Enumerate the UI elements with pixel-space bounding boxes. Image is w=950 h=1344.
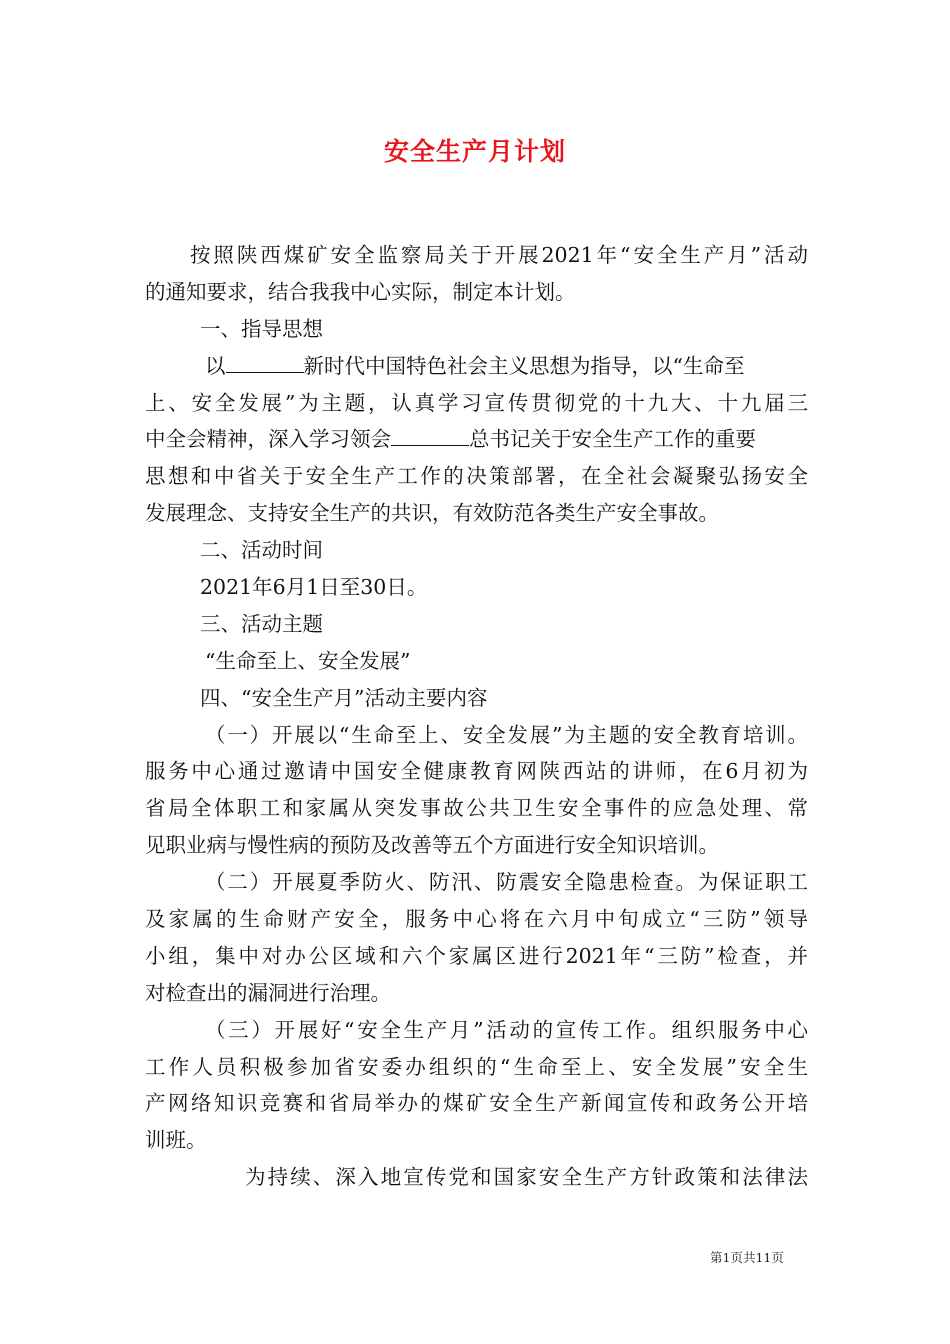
document-title: 安全生产月计划: [383, 137, 566, 166]
paragraph-line: 上、安全发展”为主题，认真学习宣传贯彻党的十九大、十九届三: [145, 390, 808, 415]
line-text: 总书记关于安全生产工作的重要: [469, 427, 756, 452]
section-heading: 二、活动时间: [200, 538, 323, 563]
paragraph-line: 思想和中省关于安全生产工作的决策部署，在全社会凝聚弘扬安全: [145, 464, 808, 489]
document-body: [145, 237, 808, 1196]
section-heading: 四、“安全生产月”活动主要内容: [200, 685, 488, 710]
line-text: 新时代中国特色社会主义思想为指导，以“生命至: [303, 353, 745, 378]
paragraph-line: 为持续、深入地宣传党和国家安全生产方针政策和法律法: [245, 1165, 808, 1190]
paragraph-line: 按照陕西煤矿安全监察局关于开展2021年“安全生产月”活动: [190, 243, 808, 267]
line-text: 以: [205, 353, 226, 378]
section-heading: 一、指导思想: [200, 316, 323, 341]
paragraph-line: 见职业病与慢性病的预防及改善等五个方面进行安全知识培训。: [145, 833, 719, 858]
paragraph-line: 的通知要求，结合我我中心实际，制定本计划。: [145, 279, 576, 304]
section-heading: 三、活动主题: [200, 611, 323, 636]
paragraph-line: 服务中心通过邀请中国安全健康教育网陕西站的讲师，在6月初为: [145, 759, 808, 784]
paragraph-line: 训班。: [145, 1128, 207, 1153]
paragraph-line: （一）开展以“生命至上、安全发展”为主题的安全教育培训。: [205, 722, 808, 747]
blank-field: [226, 354, 304, 373]
paragraph-line: （三）开展好“安全生产月”活动的宣传工作。组织服务中心: [205, 1017, 808, 1042]
page-number: 第1页共11页: [710, 1250, 784, 1265]
paragraph-line: 2021年6月1日至30日。: [200, 575, 428, 600]
paragraph-line: 对检查出的漏洞进行治理。: [145, 980, 391, 1005]
paragraph-line: 小组，集中对办公区域和六个家属区进行2021年“三防”检查，并: [145, 943, 808, 968]
paragraph-line: 产网络知识竞赛和省局举办的煤矿安全生产新闻宣传和政务公开培: [145, 1091, 808, 1116]
blank-field: [391, 427, 469, 446]
paragraph-line: 发展理念、支持安全生产的共识，有效防范各类生产安全事故。: [145, 501, 719, 526]
line-text: 中全会精神，深入学习领会: [145, 427, 391, 452]
paragraph-line: [145, 348, 808, 385]
paragraph-line: [145, 421, 808, 458]
paragraph-line: 及家属的生命财产安全，服务中心将在六月中旬成立“三防”领导: [145, 907, 808, 932]
paragraph-line: 工作人员积极参加省安委办组织的“生命至上、安全发展”安全生: [145, 1054, 808, 1079]
paragraph-line: 省局全体职工和家属从突发事故公共卫生安全事件的应急处理、常: [145, 796, 808, 821]
paragraph-line: “生命至上、安全发展”: [205, 648, 411, 673]
paragraph-line: （二）开展夏季防火、防汛、防震安全隐患检查。为保证职工: [205, 870, 808, 895]
